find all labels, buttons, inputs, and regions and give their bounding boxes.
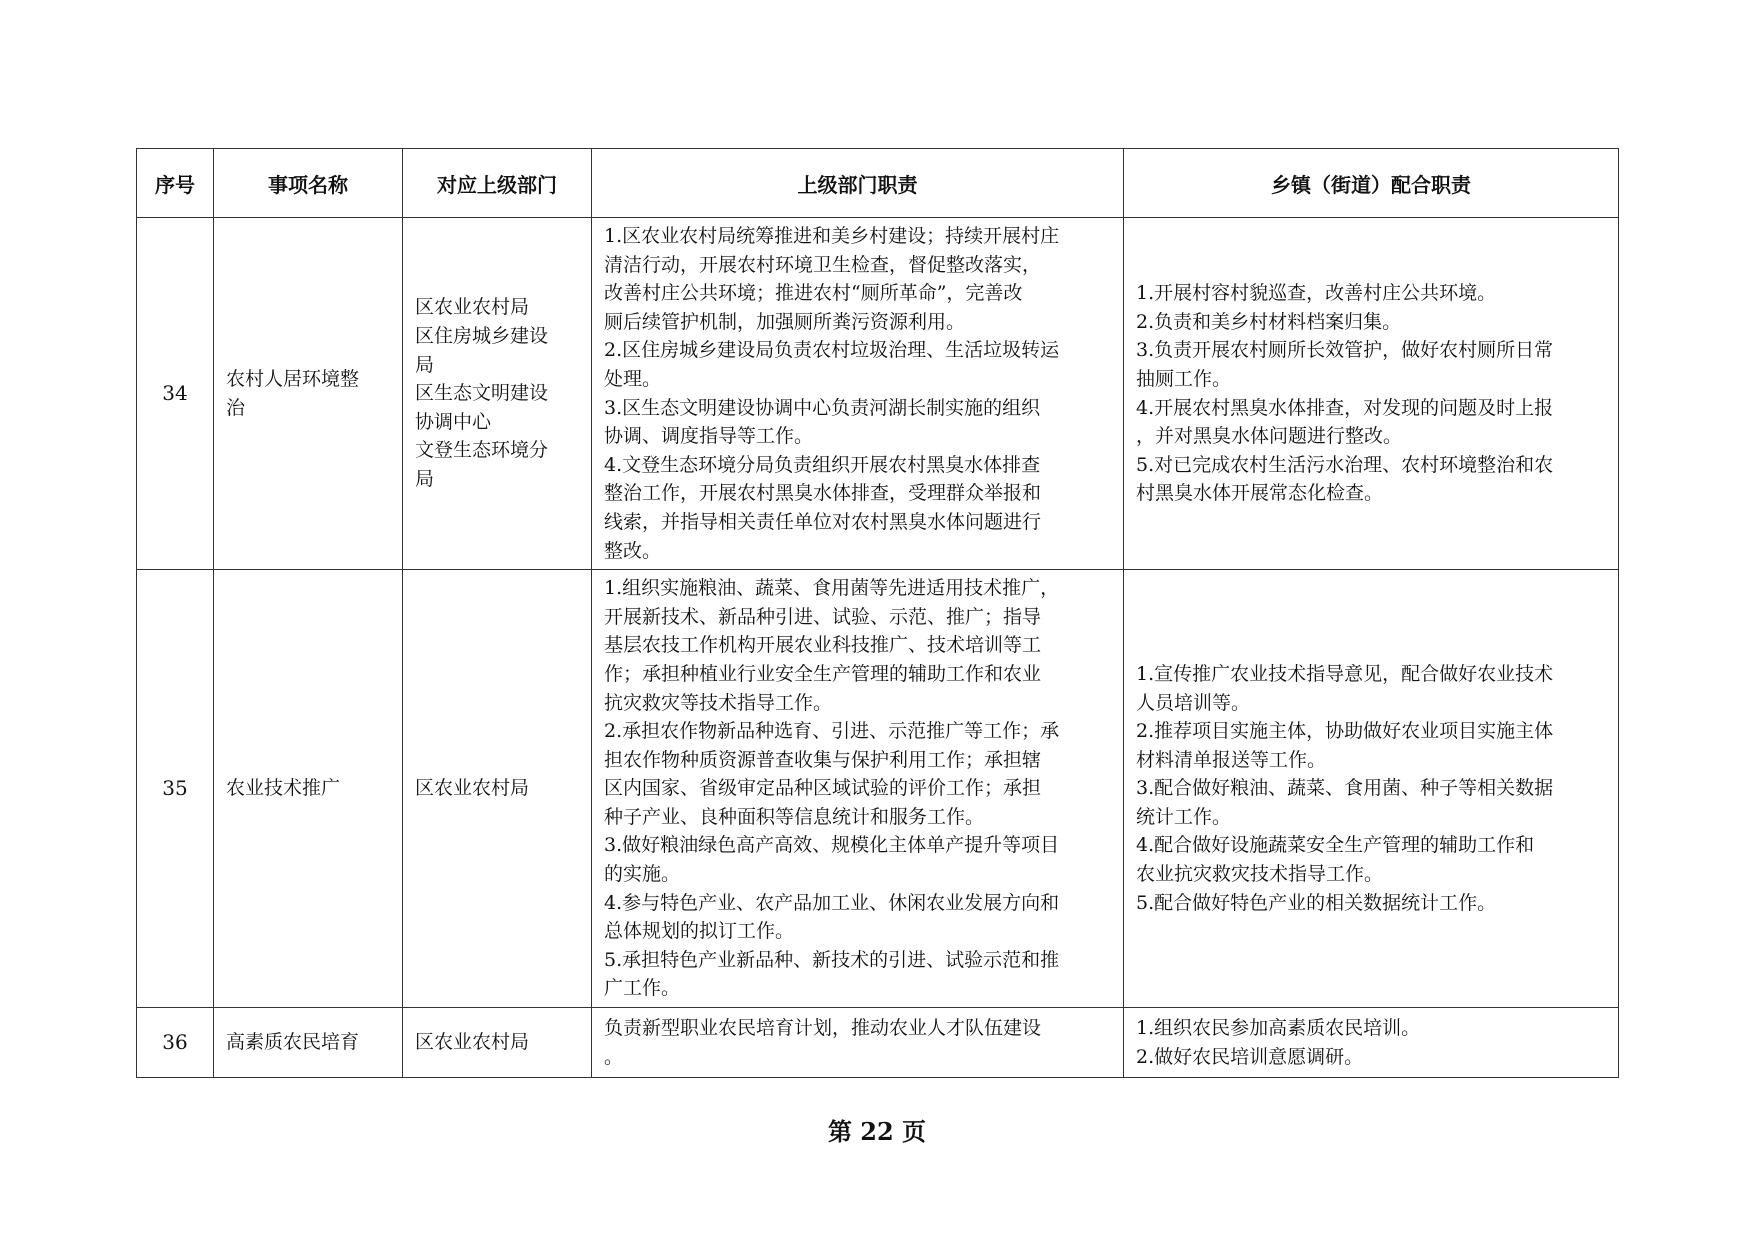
cell-line: 1.区农业农村局统筹推进和美乡村建设；持续开展村庄 — [604, 225, 1060, 247]
cell-line: 区住房城乡建设 — [415, 325, 549, 348]
cell-line: 4.配合做好设施蔬菜安全生产管理的辅助工作和 — [1136, 834, 1535, 857]
table-body — [137, 218, 1619, 1078]
item-name-cell — [214, 218, 403, 570]
cell-line: 治 — [226, 396, 246, 419]
cell-line: 整治工作，开展农村黑臭水体排查，受理群众举报和 — [604, 482, 1042, 505]
superior-dept-cell — [403, 1008, 592, 1078]
cell-line: 3.配合做好粮油、蔬菜、食用菌、种子等相关数据 — [1136, 777, 1554, 800]
cell-line: 高素质农民培育 — [226, 1031, 360, 1054]
item-name-cell — [214, 1008, 403, 1078]
seq-cell: 36 — [137, 1008, 214, 1078]
cell-line: 。 — [604, 1045, 624, 1068]
town-coop-duty-cell — [1124, 570, 1619, 1008]
responsibility-table-wrapper — [136, 148, 1618, 1078]
cell-line: 改善村庄公共环境；推进农村“厕所革命”，完善改 — [604, 282, 1023, 305]
cell-line: 局 — [415, 468, 435, 491]
table-row — [137, 218, 1619, 570]
superior-duty-cell — [592, 570, 1124, 1008]
cell-line: 农业技术推广 — [226, 777, 341, 800]
cell-line: 3.做好粮油绿色高产高效、规模化主体单产提升等项目 — [604, 834, 1060, 857]
cell-line: 3.区生态文明建设协调中心负责河湖长制实施的组织 — [604, 396, 1041, 419]
cell-line: 2.推荐项目实施主体，协助做好农业项目实施主体 — [1136, 720, 1554, 743]
cell-line: 协调、调度指导等工作。 — [604, 425, 814, 448]
cell-line: 负责新型职业农民培育计划，推动农业人才队伍建设 — [604, 1016, 1042, 1039]
cell-line: 种子产业、良种面积等信息统计和服务工作。 — [604, 805, 985, 828]
header-superior-dept: 对应上级部门 — [403, 149, 592, 218]
superior-duty-cell — [592, 1008, 1124, 1078]
cell-line: 4.参与特色产业、农产品加工业、休闲农业发展方向和 — [604, 891, 1060, 914]
cell-line: 1.组织实施粮油、蔬菜、食用菌等先进适用技术推广， — [604, 577, 1060, 600]
seq-cell: 35 — [137, 570, 214, 1008]
superior-dept-cell — [403, 570, 592, 1008]
cell-line: 4.文登生态环境分局负责组织开展农村黑臭水体排查 — [604, 453, 1041, 476]
cell-line: 总体规划的拟订工作。 — [604, 920, 795, 943]
cell-line: 清洁行动，开展农村环境卫生检查，督促整改落实， — [604, 253, 1042, 276]
table-header-row — [137, 149, 1619, 218]
cell-line: 协调中心 — [415, 410, 492, 433]
town-coop-duty-cell — [1124, 218, 1619, 570]
header-item-name: 事项名称 — [214, 149, 403, 218]
header-seq: 序号 — [137, 149, 214, 218]
cell-line: 5.承担特色产业新品种、新技术的引进、试验示范和推 — [604, 948, 1060, 971]
cell-line: 1.宣传推广农业技术指导意见，配合做好农业技术 — [1136, 662, 1554, 685]
superior-dept-cell — [403, 218, 592, 570]
cell-line: 2.负责和美乡村材料档案归集。 — [1136, 310, 1402, 333]
superior-duty-cell — [592, 218, 1124, 570]
cell-line: 2.做好农民培训意愿调研。 — [1136, 1045, 1364, 1068]
cell-line: 广工作。 — [604, 977, 681, 1000]
cell-line: 人员培训等。 — [1136, 691, 1251, 714]
cell-line: 村黑臭水体开展常态化检查。 — [1136, 482, 1384, 505]
cell-line: 材料清单报送等工作。 — [1136, 748, 1327, 771]
cell-line: 4.开展农村黑臭水体排查，对发现的问题及时上报 — [1136, 396, 1554, 419]
responsibility-table — [136, 148, 1619, 1078]
cell-line: 开展新技术、新品种引进、试验、示范、推广；指导 — [604, 605, 1042, 628]
cell-line: 5.配合做好特色产业的相关数据统计工作。 — [1136, 891, 1497, 914]
cell-line: 2.承担农作物新品种选育、引进、示范推广等工作；承 — [604, 720, 1060, 743]
cell-line: 作；承担种植业行业安全生产管理的辅助工作和农业 — [604, 662, 1042, 685]
cell-line: 统计工作。 — [1136, 805, 1232, 828]
header-town-coop-duty: 乡镇（街道）配合职责 — [1124, 149, 1619, 218]
cell-line: 基层农技工作机构开展农业科技推广、技术培训等工 — [604, 634, 1042, 657]
page-number: 第 22 页 — [827, 1117, 927, 1146]
cell-line: 1.组织农民参加高素质农民培训。 — [1136, 1016, 1421, 1039]
cell-line: 区农业农村局 — [415, 296, 530, 319]
cell-line: 抗灾救灾等技术指导工作。 — [604, 691, 833, 714]
cell-line: 局 — [415, 353, 435, 376]
item-name-cell — [214, 570, 403, 1008]
cell-line: 2.区住房城乡建设局负责农村垃圾治理、生活垃圾转运 — [604, 339, 1060, 362]
cell-line: 担农作物种质资源普查收集与保护利用工作；承担辖 — [604, 748, 1042, 771]
cell-line: 区生态文明建设 — [415, 382, 549, 405]
cell-line: 区农业农村局 — [415, 777, 530, 800]
table-row — [137, 1008, 1619, 1078]
cell-line: 区农业农村局 — [415, 1031, 530, 1054]
cell-line: 处理。 — [604, 367, 662, 390]
cell-line: 文登生态环境分 — [415, 439, 549, 462]
cell-line: ，并对黑臭水体问题进行整改。 — [1136, 425, 1403, 448]
cell-line: 整改。 — [604, 539, 662, 562]
town-coop-duty-cell — [1124, 1008, 1619, 1078]
header-superior-duty: 上级部门职责 — [592, 149, 1124, 218]
cell-line: 区内国家、省级审定品种区域试验的评价工作；承担 — [604, 777, 1042, 800]
cell-line: 5.对已完成农村生活污水治理、农村环境整治和农 — [1136, 453, 1554, 476]
cell-line: 线索，并指导相关责任单位对农村黑臭水体问题进行 — [604, 510, 1042, 533]
seq-cell: 34 — [137, 218, 214, 570]
cell-line: 1.开展村容村貌巡查，改善村庄公共环境。 — [1136, 282, 1497, 305]
cell-line: 农业抗灾救灾技术指导工作。 — [1136, 863, 1384, 886]
cell-line: 农村人居环境整 — [226, 367, 360, 390]
cell-line: 的实施。 — [604, 863, 681, 886]
cell-line: 厕后续管护机制，加强厕所粪污资源利用。 — [604, 310, 966, 333]
cell-line: 抽厕工作。 — [1136, 367, 1232, 390]
table-row — [137, 570, 1619, 1008]
cell-line: 3.负责开展农村厕所长效管护，做好农村厕所日常 — [1136, 339, 1554, 362]
